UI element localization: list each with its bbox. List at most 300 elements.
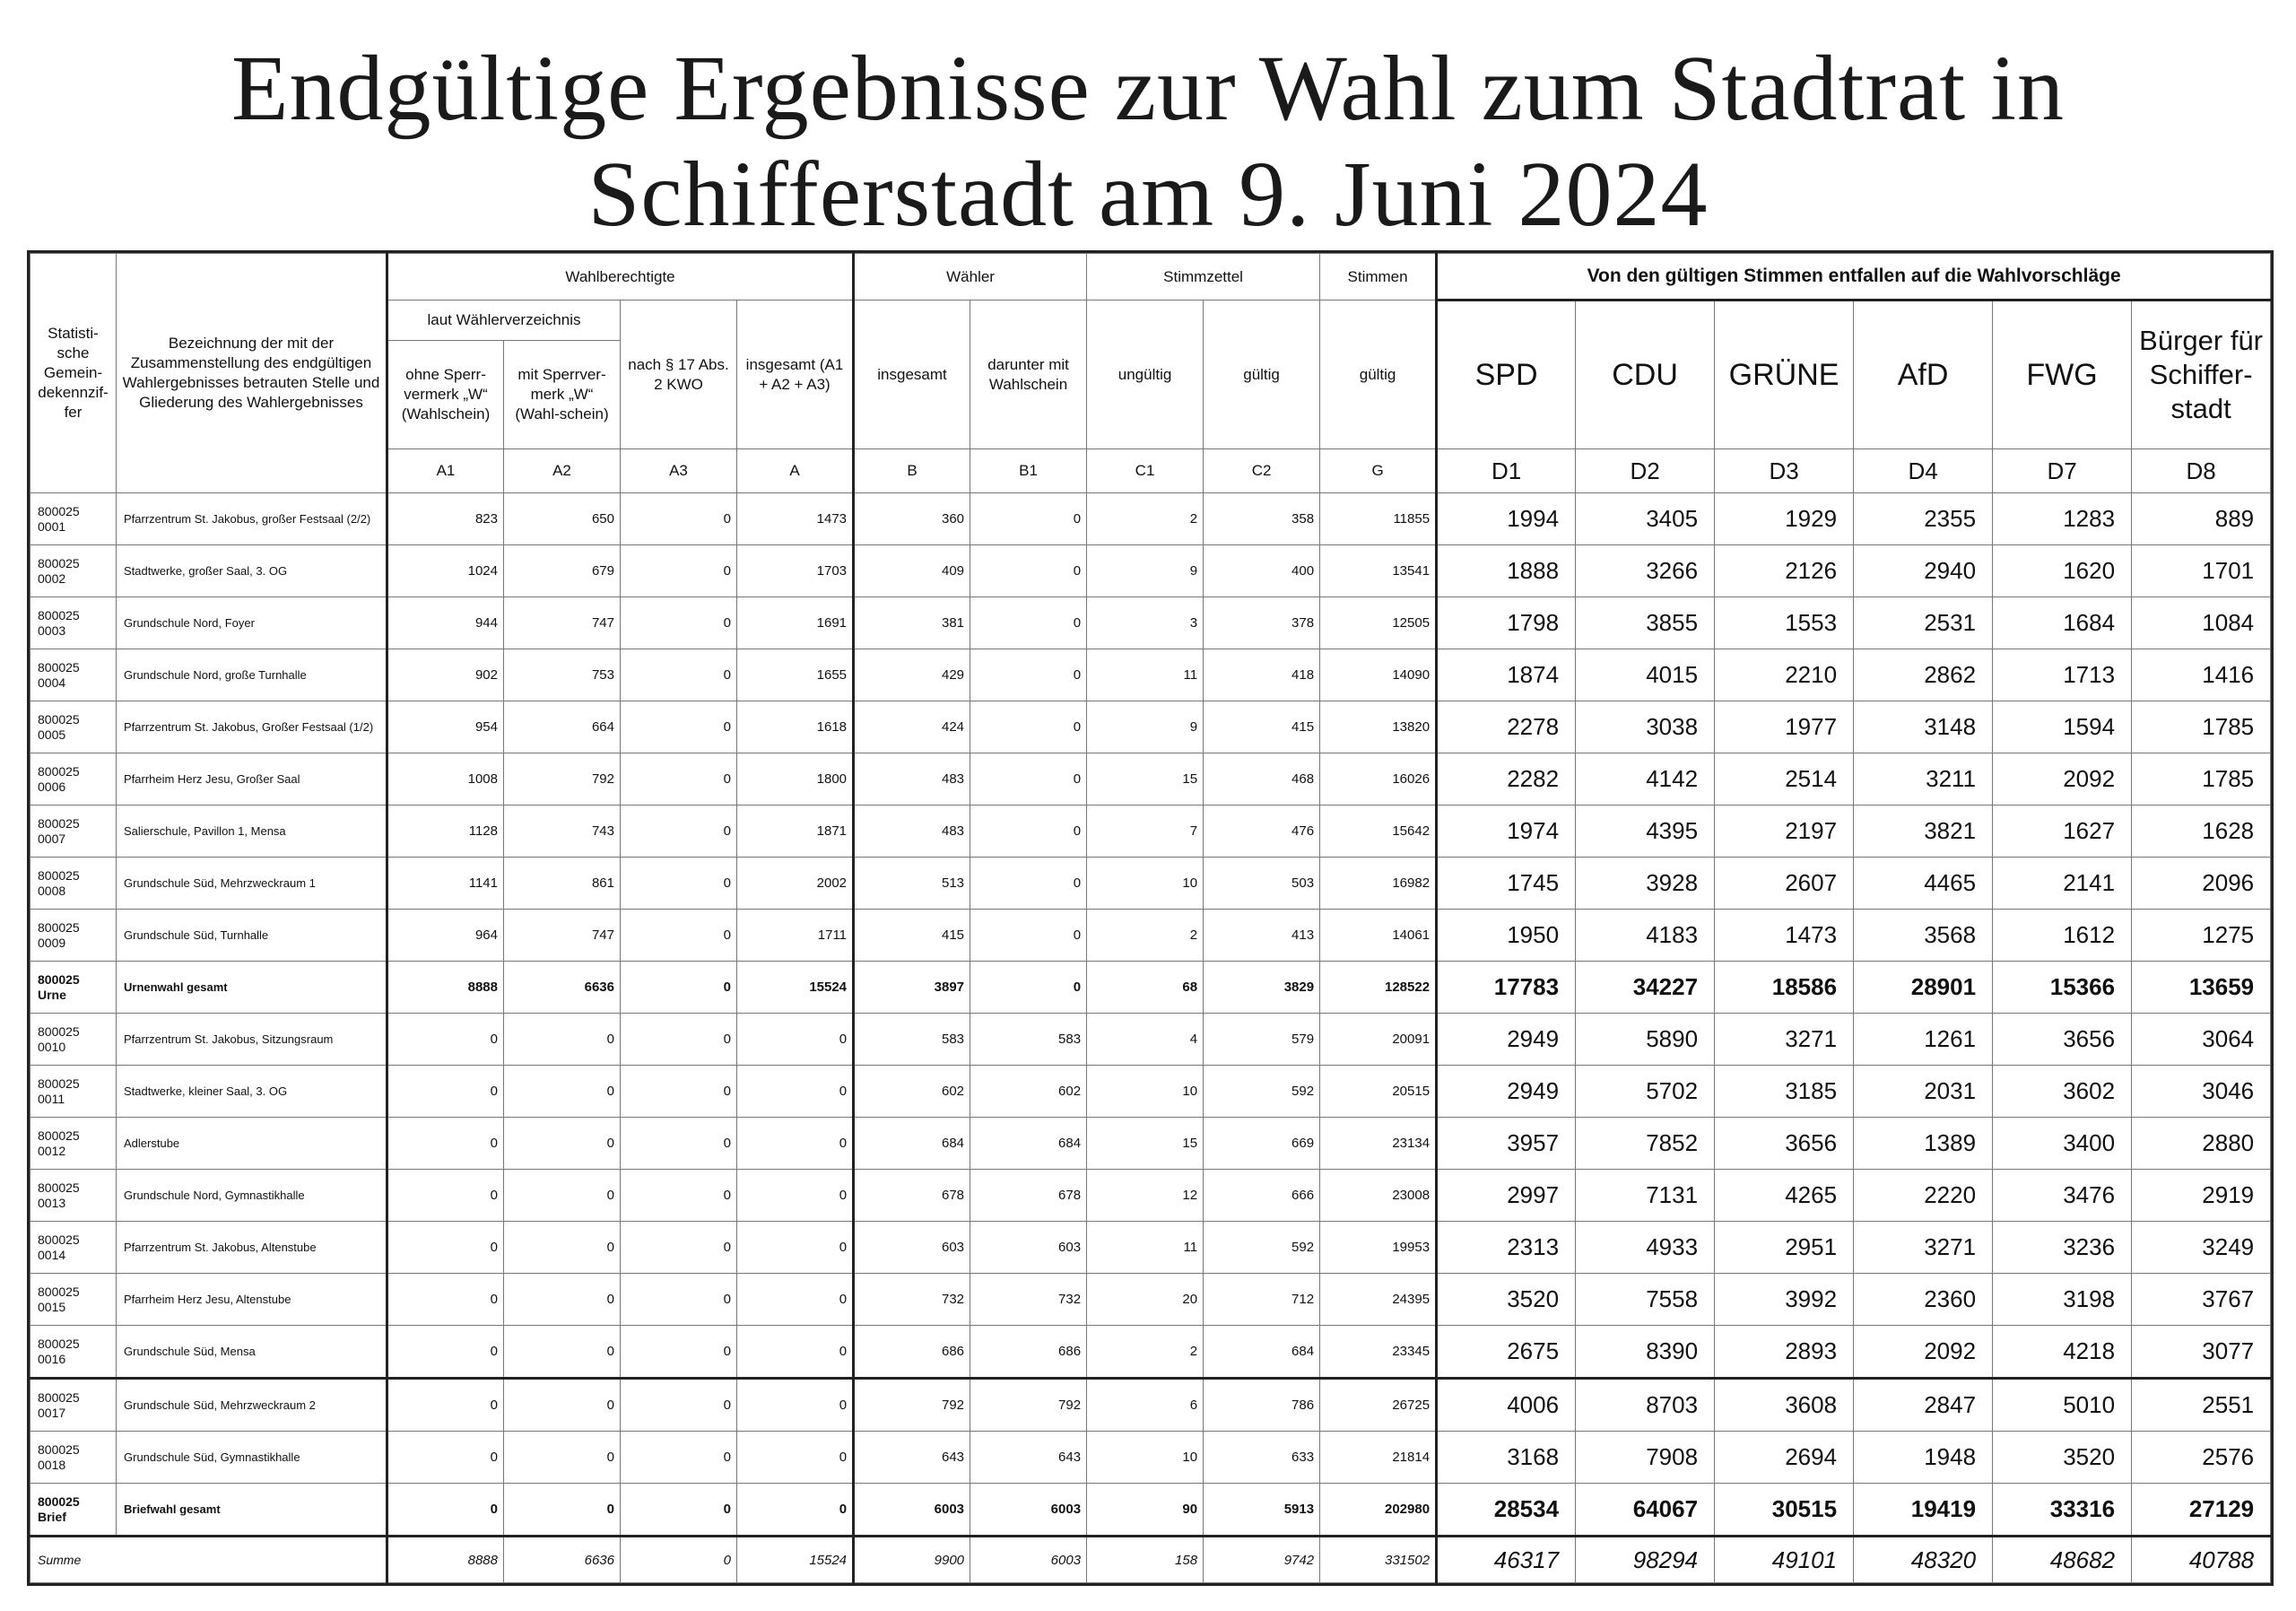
value-cell-a3: 0 — [621, 597, 737, 649]
value-cell-a3: 0 — [621, 1274, 737, 1326]
value-cell-b: 6003 — [854, 1484, 970, 1537]
value-cell-d1: 1874 — [1437, 649, 1576, 701]
value-cell-a: 1711 — [737, 910, 854, 962]
stat-code-cell — [30, 649, 117, 701]
value-cell-d4: 1261 — [1854, 1014, 1993, 1066]
stimmen-header: Stimmen — [1320, 254, 1437, 300]
table-row — [30, 1222, 2271, 1274]
stat-subcode: 0017 — [38, 1405, 66, 1420]
title-line-2: Schifferstadt am 9. Juni 2024 — [587, 143, 1709, 246]
sum-cell-a3: 0 — [621, 1537, 737, 1583]
table-row — [30, 649, 2271, 701]
value-cell-d3: 2951 — [1715, 1222, 1854, 1274]
location-name: Pfarrzentrum St. Jakobus, Großer Festsaal (1/2) — [117, 701, 387, 753]
stat-code: 800025 — [38, 1075, 80, 1091]
location-name: Salierschule, Pavillon 1, Mensa — [117, 806, 387, 858]
value-cell-a2: 0 — [504, 1118, 621, 1170]
value-cell-b: 678 — [854, 1170, 970, 1222]
stat-code: 800025 — [38, 919, 80, 935]
code-b: B — [854, 449, 970, 493]
value-cell-d1: 2949 — [1437, 1014, 1576, 1066]
table-row — [30, 1379, 2271, 1432]
value-cell-c2: 684 — [1204, 1326, 1320, 1379]
value-cell-d3: 3185 — [1715, 1066, 1854, 1118]
value-cell-d1: 1974 — [1437, 806, 1576, 858]
stat-subcode: 0001 — [38, 518, 66, 534]
value-cell-d4: 2862 — [1854, 649, 1993, 701]
value-cell-a: 0 — [737, 1326, 854, 1379]
value-cell-d8: 2096 — [2132, 858, 2271, 910]
value-cell-a: 1473 — [737, 493, 854, 545]
value-cell-c2: 415 — [1204, 701, 1320, 753]
stat-code-cell — [30, 910, 117, 962]
waehler-header: Wähler — [854, 254, 1087, 300]
value-cell-g: 13820 — [1320, 701, 1437, 753]
wahlvorschlaege-header: Von den gültigen Stimmen entfallen auf die Wahlvorschläge — [1437, 254, 2271, 300]
value-cell-b: 792 — [854, 1379, 970, 1432]
value-cell-g: 16982 — [1320, 858, 1437, 910]
value-cell-d3: 2197 — [1715, 806, 1854, 858]
location-name: Adlerstube — [117, 1118, 387, 1170]
value-cell-d7: 2092 — [1993, 753, 2132, 806]
value-cell-c1: 10 — [1087, 1432, 1204, 1484]
value-cell-a1: 0 — [387, 1326, 504, 1379]
value-cell-g: 23008 — [1320, 1170, 1437, 1222]
value-cell-a3: 0 — [621, 910, 737, 962]
value-cell-b1: 686 — [970, 1326, 1087, 1379]
value-cell-d7: 1612 — [1993, 910, 2132, 962]
value-cell-c1: 2 — [1087, 493, 1204, 545]
value-cell-g: 23345 — [1320, 1326, 1437, 1379]
value-cell-c1: 90 — [1087, 1484, 1204, 1537]
value-cell-a: 1618 — [737, 701, 854, 753]
value-cell-b1: 0 — [970, 962, 1087, 1014]
value-cell-b1: 0 — [970, 806, 1087, 858]
value-cell-a1: 0 — [387, 1379, 504, 1432]
value-cell-a3: 0 — [621, 1118, 737, 1170]
value-cell-a3: 0 — [621, 649, 737, 701]
value-cell-d4: 2031 — [1854, 1066, 1993, 1118]
value-cell-d7: 33316 — [1993, 1484, 2132, 1537]
stat-code-cell — [30, 753, 117, 806]
location-name: Grundschule Nord, Gymnastikhalle — [117, 1170, 387, 1222]
sum-cell-a: 15524 — [737, 1537, 854, 1583]
table-row-total — [30, 962, 2271, 1014]
value-cell-d4: 28901 — [1854, 962, 1993, 1014]
stat-subcode: 0009 — [38, 935, 66, 950]
party-afd: AfD — [1854, 300, 1993, 449]
value-cell-a3: 0 — [621, 1379, 737, 1432]
stat-subcode: 0006 — [38, 779, 66, 794]
document-title — [0, 36, 2296, 248]
stat-code: 800025 — [38, 1441, 80, 1457]
value-cell-c2: 378 — [1204, 597, 1320, 649]
value-cell-a1: 1024 — [387, 545, 504, 597]
sum-cell-d3: 49101 — [1715, 1537, 1854, 1583]
value-cell-d1: 3168 — [1437, 1432, 1576, 1484]
party-fwg: FWG — [1993, 300, 2132, 449]
table-body — [30, 493, 2271, 1537]
stat-code-cell — [30, 962, 117, 1014]
location-name: Pfarrzentrum St. Jakobus, großer Festsaal (2/2) — [117, 493, 387, 545]
value-cell-a1: 1008 — [387, 753, 504, 806]
code-c2: C2 — [1204, 449, 1320, 493]
value-cell-b1: 792 — [970, 1379, 1087, 1432]
table-row — [30, 1014, 2271, 1066]
value-cell-d1: 17783 — [1437, 962, 1576, 1014]
stat-subcode: 0016 — [38, 1351, 66, 1366]
stat-code: 800025 — [38, 1180, 80, 1195]
location-name: Grundschule Süd, Gymnastikhalle — [117, 1432, 387, 1484]
value-cell-a: 0 — [737, 1379, 854, 1432]
value-cell-a2: 0 — [504, 1170, 621, 1222]
value-cell-a2: 0 — [504, 1326, 621, 1379]
value-cell-d4: 3821 — [1854, 806, 1993, 858]
value-cell-c2: 468 — [1204, 753, 1320, 806]
value-cell-a3: 0 — [621, 806, 737, 858]
value-cell-d4: 3211 — [1854, 753, 1993, 806]
stat-code-cell — [30, 545, 117, 597]
stat-code-cell — [30, 493, 117, 545]
stat-code: 800025 — [38, 815, 80, 831]
location-name: Pfarrzentrum St. Jakobus, Sitzungsraum — [117, 1014, 387, 1066]
value-cell-d8: 2551 — [2132, 1379, 2271, 1432]
stat-code: 800025 — [38, 1284, 80, 1299]
stat-code-cell — [30, 1379, 117, 1432]
value-cell-d3: 1473 — [1715, 910, 1854, 962]
value-cell-d3: 2126 — [1715, 545, 1854, 597]
a2-header: mit Sperrver-merk „W“ (Wahl-schein) — [504, 341, 621, 449]
value-cell-a3: 0 — [621, 858, 737, 910]
sum-cell-b: 9900 — [854, 1537, 970, 1583]
value-cell-a3: 0 — [621, 1326, 737, 1379]
value-cell-a1: 1128 — [387, 806, 504, 858]
sum-cell-d4: 48320 — [1854, 1537, 1993, 1583]
value-cell-d1: 1994 — [1437, 493, 1576, 545]
table-footer — [30, 1537, 2271, 1583]
stat-subcode: 0010 — [38, 1039, 66, 1054]
value-cell-a3: 0 — [621, 1432, 737, 1484]
code-d7: D7 — [1993, 449, 2132, 493]
value-cell-b1: 0 — [970, 649, 1087, 701]
value-cell-g: 23134 — [1320, 1118, 1437, 1170]
stat-code: 800025 — [38, 659, 80, 675]
value-cell-a: 0 — [737, 1014, 854, 1066]
value-cell-d4: 2355 — [1854, 493, 1993, 545]
code-d8: D8 — [2132, 449, 2271, 493]
value-cell-c2: 712 — [1204, 1274, 1320, 1326]
table-row — [30, 701, 2271, 753]
value-cell-a3: 0 — [621, 753, 737, 806]
value-cell-b: 602 — [854, 1066, 970, 1118]
value-cell-b: 643 — [854, 1432, 970, 1484]
value-cell-g: 14090 — [1320, 649, 1437, 701]
value-cell-b1: 602 — [970, 1066, 1087, 1118]
location-name: Grundschule Nord, große Turnhalle — [117, 649, 387, 701]
value-cell-g: 16026 — [1320, 753, 1437, 806]
table-row — [30, 910, 2271, 962]
value-cell-d1: 2313 — [1437, 1222, 1576, 1274]
stat-code-cell — [30, 1222, 117, 1274]
sum-cell-b1: 6003 — [970, 1537, 1087, 1583]
value-cell-b1: 0 — [970, 597, 1087, 649]
value-cell-b1: 684 — [970, 1118, 1087, 1170]
value-cell-c1: 12 — [1087, 1170, 1204, 1222]
laut-verzeichnis-header: laut Wählerverzeichnis — [387, 300, 621, 341]
value-cell-d7: 3520 — [1993, 1432, 2132, 1484]
value-cell-d3: 3608 — [1715, 1379, 1854, 1432]
value-cell-d8: 2880 — [2132, 1118, 2271, 1170]
value-cell-d3: 1553 — [1715, 597, 1854, 649]
value-cell-c2: 786 — [1204, 1379, 1320, 1432]
name-header: Bezeichnung der mit der Zusammenstellung des endgültigen Wahlergebnisses betrauten Stelle und Gliederung des Wahlergebnisses — [117, 254, 387, 493]
value-cell-g: 20091 — [1320, 1014, 1437, 1066]
stat-code-cell — [30, 597, 117, 649]
stat-subcode: 0003 — [38, 623, 66, 638]
value-cell-a2: 861 — [504, 858, 621, 910]
value-cell-d2: 3405 — [1576, 493, 1715, 545]
value-cell-d2: 7131 — [1576, 1170, 1715, 1222]
value-cell-b1: 0 — [970, 753, 1087, 806]
value-cell-d8: 2919 — [2132, 1170, 2271, 1222]
value-cell-d8: 1628 — [2132, 806, 2271, 858]
value-cell-d4: 2220 — [1854, 1170, 1993, 1222]
value-cell-b: 415 — [854, 910, 970, 962]
value-cell-b: 424 — [854, 701, 970, 753]
stat-subcode: 0008 — [38, 883, 66, 898]
value-cell-c2: 633 — [1204, 1432, 1320, 1484]
value-cell-c1: 2 — [1087, 1326, 1204, 1379]
value-cell-d4: 2847 — [1854, 1379, 1993, 1432]
value-cell-a1: 0 — [387, 1222, 504, 1274]
value-cell-a1: 1141 — [387, 858, 504, 910]
value-cell-c2: 400 — [1204, 545, 1320, 597]
stat-subcode: 0004 — [38, 675, 66, 690]
stat-code-cell — [30, 1170, 117, 1222]
value-cell-d2: 4015 — [1576, 649, 1715, 701]
value-cell-a2: 650 — [504, 493, 621, 545]
value-cell-d8: 1084 — [2132, 597, 2271, 649]
value-cell-b1: 583 — [970, 1014, 1087, 1066]
value-cell-d7: 1283 — [1993, 493, 2132, 545]
location-name: Pfarrheim Herz Jesu, Großer Saal — [117, 753, 387, 806]
stat-code: 800025 — [38, 971, 80, 987]
value-cell-g: 19953 — [1320, 1222, 1437, 1274]
value-cell-a: 15524 — [737, 962, 854, 1014]
stat-code: 800025 — [38, 1336, 80, 1351]
location-name: Stadtwerke, kleiner Saal, 3. OG — [117, 1066, 387, 1118]
value-cell-b: 360 — [854, 493, 970, 545]
value-cell-c1: 11 — [1087, 1222, 1204, 1274]
value-cell-d2: 3038 — [1576, 701, 1715, 753]
stat-subcode: Brief — [38, 1509, 66, 1524]
value-cell-d7: 1627 — [1993, 806, 2132, 858]
value-cell-d1: 1888 — [1437, 545, 1576, 597]
value-cell-a1: 0 — [387, 1432, 504, 1484]
value-cell-c2: 5913 — [1204, 1484, 1320, 1537]
value-cell-c1: 10 — [1087, 858, 1204, 910]
value-cell-c1: 7 — [1087, 806, 1204, 858]
stat-code: 800025 — [38, 1128, 80, 1143]
value-cell-d7: 1684 — [1993, 597, 2132, 649]
value-cell-d2: 3855 — [1576, 597, 1715, 649]
g-header: gültig — [1320, 300, 1437, 449]
value-cell-a: 2002 — [737, 858, 854, 910]
value-cell-a1: 0 — [387, 1014, 504, 1066]
value-cell-d1: 2278 — [1437, 701, 1576, 753]
table-row — [30, 1066, 2271, 1118]
value-cell-d4: 3568 — [1854, 910, 1993, 962]
value-cell-d4: 2531 — [1854, 597, 1993, 649]
location-name: Urnenwahl gesamt — [117, 962, 387, 1014]
value-cell-d1: 2949 — [1437, 1066, 1576, 1118]
value-cell-a2: 0 — [504, 1379, 621, 1432]
value-cell-d8: 1785 — [2132, 701, 2271, 753]
value-cell-d2: 4142 — [1576, 753, 1715, 806]
value-cell-a2: 753 — [504, 649, 621, 701]
value-cell-d1: 1798 — [1437, 597, 1576, 649]
location-name: Stadtwerke, großer Saal, 3. OG — [117, 545, 387, 597]
value-cell-c2: 669 — [1204, 1118, 1320, 1170]
title-line-1: Endgültige Ergebnisse zur Wahl zum Stadtrat in — [230, 37, 2066, 140]
code-d1: D1 — [1437, 449, 1576, 493]
value-cell-a: 0 — [737, 1222, 854, 1274]
value-cell-g: 21814 — [1320, 1432, 1437, 1484]
value-cell-a1: 823 — [387, 493, 504, 545]
sum-cell-d7: 48682 — [1993, 1537, 2132, 1583]
value-cell-b: 409 — [854, 545, 970, 597]
location-name: Grundschule Nord, Foyer — [117, 597, 387, 649]
value-cell-a1: 902 — [387, 649, 504, 701]
value-cell-d8: 1785 — [2132, 753, 2271, 806]
value-cell-b: 686 — [854, 1326, 970, 1379]
value-cell-g: 24395 — [1320, 1274, 1437, 1326]
value-cell-d1: 1745 — [1437, 858, 1576, 910]
value-cell-d2: 4395 — [1576, 806, 1715, 858]
value-cell-d7: 2141 — [1993, 858, 2132, 910]
value-cell-d3: 3992 — [1715, 1274, 1854, 1326]
c1-header: ungültig — [1087, 300, 1204, 449]
value-cell-d8: 27129 — [2132, 1484, 2271, 1537]
value-cell-d2: 4183 — [1576, 910, 1715, 962]
location-name: Pfarrheim Herz Jesu, Altenstube — [117, 1274, 387, 1326]
value-cell-a: 1691 — [737, 597, 854, 649]
value-cell-g: 13541 — [1320, 545, 1437, 597]
value-cell-c1: 9 — [1087, 545, 1204, 597]
value-cell-c1: 3 — [1087, 597, 1204, 649]
value-cell-d2: 7852 — [1576, 1118, 1715, 1170]
sum-cell-c2: 9742 — [1204, 1537, 1320, 1583]
stat-subcode: 0012 — [38, 1143, 66, 1158]
value-cell-d7: 3198 — [1993, 1274, 2132, 1326]
table-row — [30, 1432, 2271, 1484]
stat-code-cell — [30, 1014, 117, 1066]
value-cell-d2: 8390 — [1576, 1326, 1715, 1379]
code-a1: A1 — [387, 449, 504, 493]
value-cell-c2: 358 — [1204, 493, 1320, 545]
value-cell-d4: 4465 — [1854, 858, 1993, 910]
value-cell-a2: 0 — [504, 1274, 621, 1326]
value-cell-g: 15642 — [1320, 806, 1437, 858]
sum-cell-g: 331502 — [1320, 1537, 1437, 1583]
stat-subcode: 0005 — [38, 727, 66, 742]
location-name: Briefwahl gesamt — [117, 1484, 387, 1537]
value-cell-a3: 0 — [621, 1222, 737, 1274]
location-name: Pfarrzentrum St. Jakobus, Altenstube — [117, 1222, 387, 1274]
value-cell-d1: 2282 — [1437, 753, 1576, 806]
table-row — [30, 1170, 2271, 1222]
table-row — [30, 1274, 2271, 1326]
value-cell-d8: 889 — [2132, 493, 2271, 545]
value-cell-d2: 3266 — [1576, 545, 1715, 597]
value-cell-b1: 6003 — [970, 1484, 1087, 1537]
value-cell-d2: 5890 — [1576, 1014, 1715, 1066]
value-cell-c1: 6 — [1087, 1379, 1204, 1432]
value-cell-d1: 3520 — [1437, 1274, 1576, 1326]
value-cell-d4: 2360 — [1854, 1274, 1993, 1326]
value-cell-d2: 7908 — [1576, 1432, 1715, 1484]
code-d2: D2 — [1576, 449, 1715, 493]
value-cell-a1: 0 — [387, 1170, 504, 1222]
code-a2: A2 — [504, 449, 621, 493]
stat-code: 800025 — [38, 607, 80, 623]
table-row — [30, 1118, 2271, 1170]
value-cell-d2: 4933 — [1576, 1222, 1715, 1274]
value-cell-d4: 1948 — [1854, 1432, 1993, 1484]
value-cell-d3: 2210 — [1715, 649, 1854, 701]
stat-code: 800025 — [38, 1023, 80, 1039]
wahlberechtigte-header: Wahlberechtigte — [387, 254, 854, 300]
value-cell-d1: 2997 — [1437, 1170, 1576, 1222]
value-cell-b1: 732 — [970, 1274, 1087, 1326]
code-d4: D4 — [1854, 449, 1993, 493]
value-cell-d1: 28534 — [1437, 1484, 1576, 1537]
b-header: insgesamt — [854, 300, 970, 449]
sum-cell-a1: 8888 — [387, 1537, 504, 1583]
value-cell-d7: 3656 — [1993, 1014, 2132, 1066]
value-cell-d3: 4265 — [1715, 1170, 1854, 1222]
code-d3: D3 — [1715, 449, 1854, 493]
value-cell-d3: 18586 — [1715, 962, 1854, 1014]
table-row — [30, 493, 2271, 545]
stat-code: 800025 — [38, 1232, 80, 1247]
value-cell-c1: 68 — [1087, 962, 1204, 1014]
stat-subcode: 0014 — [38, 1247, 66, 1262]
party-buerger: Bürger für Schiffer-stadt — [2132, 300, 2271, 449]
value-cell-g: 12505 — [1320, 597, 1437, 649]
c2-header: gültig — [1204, 300, 1320, 449]
code-a3: A3 — [621, 449, 737, 493]
table-row — [30, 858, 2271, 910]
value-cell-d1: 4006 — [1437, 1379, 1576, 1432]
value-cell-b1: 603 — [970, 1222, 1087, 1274]
stat-code: 800025 — [38, 867, 80, 883]
value-cell-a3: 0 — [621, 493, 737, 545]
value-cell-a2: 679 — [504, 545, 621, 597]
value-cell-a: 0 — [737, 1118, 854, 1170]
stat-code: 800025 — [38, 1493, 80, 1509]
stat-header: Statisti-sche Gemein-dekennzif-fer — [30, 254, 117, 493]
stat-subcode: 0007 — [38, 831, 66, 846]
value-cell-d8: 1275 — [2132, 910, 2271, 962]
stat-code-cell — [30, 806, 117, 858]
stat-code: 800025 — [38, 503, 80, 518]
stat-code-cell — [30, 858, 117, 910]
value-cell-d8: 3064 — [2132, 1014, 2271, 1066]
value-cell-d8: 1701 — [2132, 545, 2271, 597]
value-cell-b: 483 — [854, 806, 970, 858]
table-row — [30, 597, 2271, 649]
